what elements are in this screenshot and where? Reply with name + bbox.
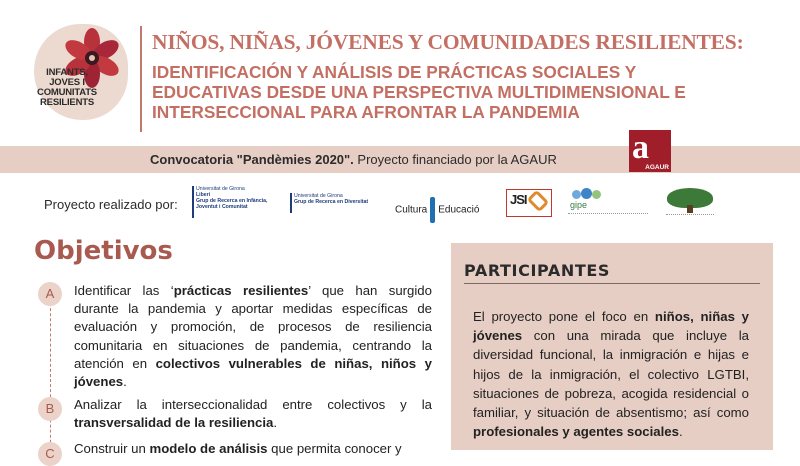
text-segment: Identificar las ‘ xyxy=(74,283,174,298)
logo-line: INFANTS, xyxy=(46,67,88,78)
text-segment: Construir un xyxy=(74,441,150,456)
objective-badge: A xyxy=(38,282,62,306)
objective-badge: C xyxy=(38,442,62,466)
logo-bar xyxy=(290,193,292,213)
logo-bar xyxy=(192,186,194,218)
liberi-line: Joventut i Comunitat xyxy=(196,204,248,210)
diversitat-line: Grup de Recerca en Diversitat xyxy=(294,199,369,205)
text-segment: El proyecto pone el foco en xyxy=(473,309,655,324)
jsi-letters: JSI xyxy=(510,192,527,207)
diversitat-line: Universitat de Girona xyxy=(294,193,343,199)
objective-badge: B xyxy=(38,397,62,421)
funding-text xyxy=(150,152,557,167)
objective-text xyxy=(74,396,432,432)
logo-line: RESILIENTS xyxy=(40,97,94,108)
funding-call: Convocatoria "Pandèmies 2020". xyxy=(150,152,354,167)
liberi-line: Universitat de Girona xyxy=(196,186,245,192)
diversitat-logo xyxy=(290,193,378,205)
agaur-letter: a xyxy=(632,129,649,166)
tree-caption xyxy=(666,214,714,216)
knot-icon xyxy=(527,190,550,213)
participantes-heading: PARTICIPANTES xyxy=(464,261,611,280)
dot-icon xyxy=(581,188,592,199)
dot-icon xyxy=(592,190,601,199)
partners-label: Proyecto realizado por: xyxy=(44,197,178,212)
header-divider xyxy=(140,26,142,132)
text-segment: que permita conocer y xyxy=(267,441,402,456)
tree-trunk xyxy=(687,205,693,213)
text-segment-bold: niños, niñas y jóvenes xyxy=(473,309,749,344)
cultura-word: Cultura xyxy=(395,204,428,216)
logo-line: JOVES I xyxy=(49,77,85,88)
objetivos-heading: Objetivos xyxy=(34,236,173,266)
gipe-logo xyxy=(568,188,648,218)
page-title: NIÑOS, NIÑAS, JÓVENES Y COMUNIDADES RESILIENTES: xyxy=(152,30,744,54)
participantes-text xyxy=(473,307,749,441)
jsi-logo xyxy=(506,189,552,217)
text-segment-bold: modelo de análisis xyxy=(149,441,268,456)
text-segment: . xyxy=(123,374,127,390)
text-segment-bold: transversalidad de la resiliencia xyxy=(74,415,274,431)
logo-line: COMUNITATS xyxy=(37,87,97,98)
text-segment-bold: profesionales y agentes sociales xyxy=(473,424,679,440)
subtitle-line: IDENTIFICACIÓN Y ANÁLISIS DE PRÁCTICAS SOCIALES Y xyxy=(152,62,637,82)
text-segment: . xyxy=(273,415,278,431)
agaur-logo xyxy=(629,130,671,172)
tree-logo xyxy=(666,188,714,218)
objective-text xyxy=(74,282,432,391)
text-segment: . xyxy=(678,424,683,440)
text-segment-bold: colectivos vulnerables de niñas, niños y jóvenes xyxy=(74,355,432,390)
agaur-label: AGAUR xyxy=(645,164,669,171)
cultura-bar-icon xyxy=(430,197,435,223)
liberi-line: Grup de Recerca en Infància, xyxy=(196,198,268,204)
project-logo xyxy=(30,22,132,124)
gipe-letters: gipe xyxy=(570,200,588,210)
gipe-caption xyxy=(568,213,648,215)
objective-text xyxy=(74,440,432,458)
text-segment: con una mirada que incluye la diversidad funcional, la inmigración e hijas e hijos de la inmigración, el colectivo LGTBI, situaciones de pobreza, acogida residencial o familiar, y situación de absentismo; así como xyxy=(473,328,749,421)
text-segment: Analizar la interseccionalidad entre colectivos y la xyxy=(74,397,432,412)
cultura-educacio-logo xyxy=(395,197,479,223)
participantes-rule xyxy=(464,283,760,284)
page-subtitle xyxy=(152,62,752,122)
logo-text xyxy=(32,68,102,108)
educacio-word: Educació xyxy=(438,204,480,216)
funding-rest: Proyecto financiado por la AGAUR xyxy=(353,152,557,167)
subtitle-line: INTERSECCIONAL PARA AFRONTAR LA PANDEMIA xyxy=(152,102,580,122)
liberi-logo xyxy=(192,186,276,210)
subtitle-line: EDUCATIVAS DESDE UNA PERSPECTIVA MULTIDIMENSIONAL E xyxy=(152,82,686,102)
objetivos-timeline xyxy=(50,298,51,458)
text-segment-bold: prácticas resilientes xyxy=(173,283,309,298)
text-segment: ’ que han surgido durante la pandemia y aportar medidas específicas de evaluación y promoción, de procesos de resiliencia comunitaria en situaciones de pandemia, centrando la atención en xyxy=(74,283,432,371)
dot-icon xyxy=(572,190,581,199)
liberi-line: Liberi xyxy=(196,192,211,198)
